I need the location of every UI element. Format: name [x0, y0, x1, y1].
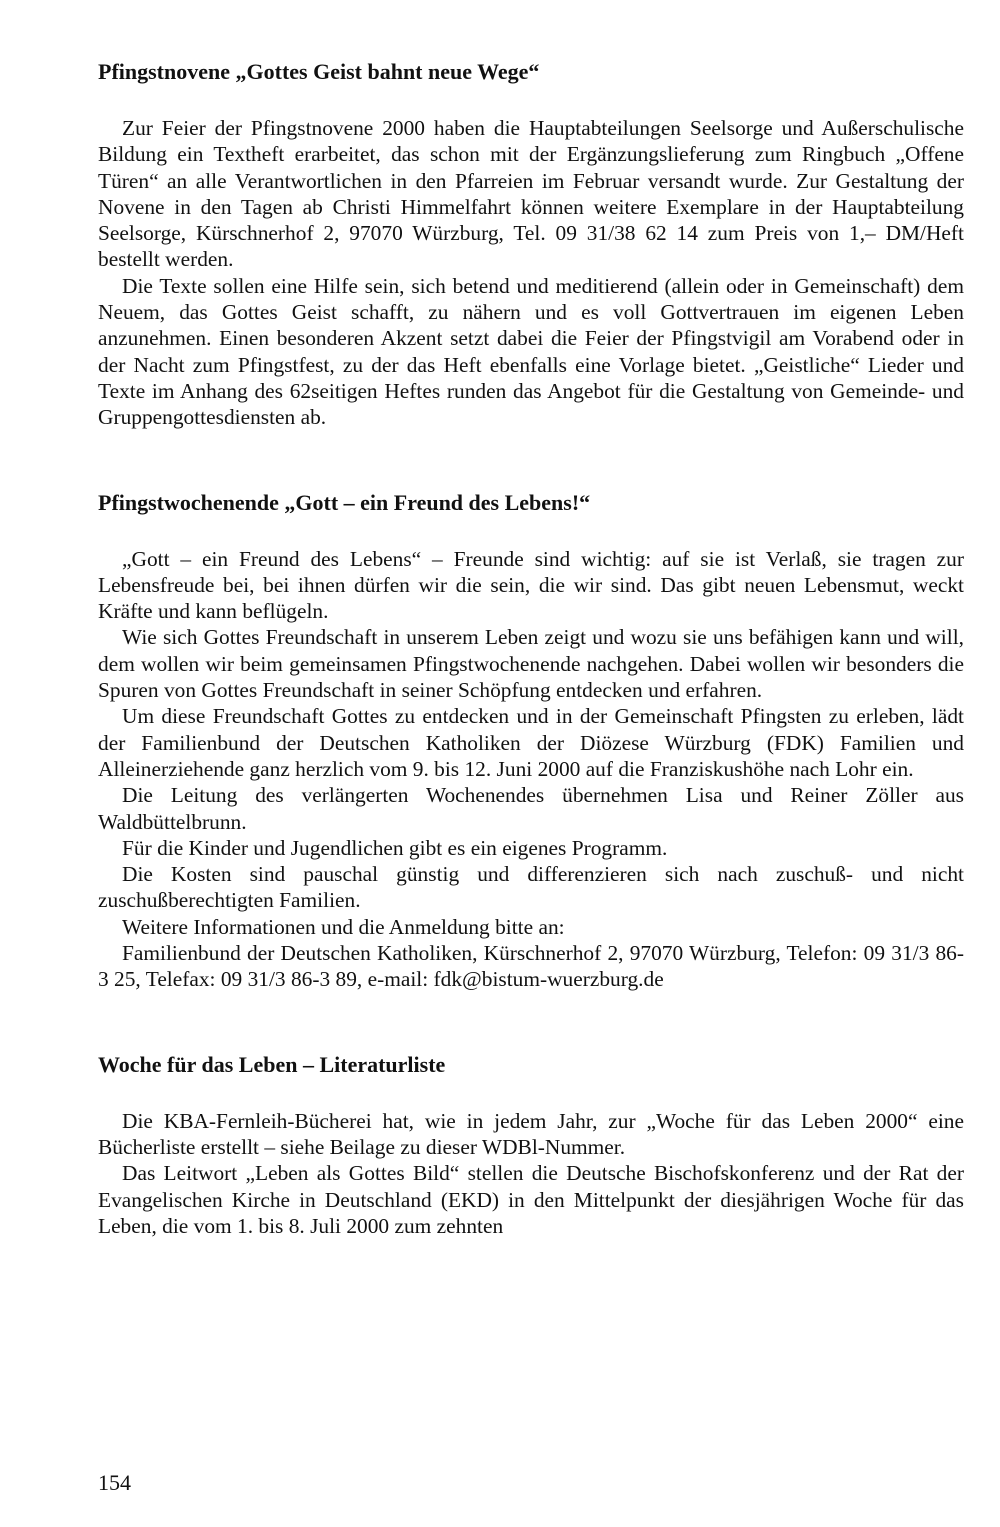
section-pfingstwochenende [98, 489, 964, 993]
paragraph: Weitere Informationen und die Anmeldung bitte an: [122, 914, 565, 939]
section-title: Pfingstnovene „Gottes Geist bahnt neue Wege“ [98, 59, 540, 84]
paragraph: „Gott – ein Freund des Lebens“ – Freunde sind wichtig: auf sie ist Verlaß, sie tragen zur Lebensfreude bei, bei ihnen dürfen wir die sein, die wir sind. Das gibt neuen Lebensmut, weckt Kräfte und kann beflügeln. [98, 546, 964, 624]
paragraph: Die KBA-Fernleih-Bücherei hat, wie in jedem Jahr, zur „Woche für das Leben 2000“ eine Bücherliste erstellt – siehe Beilage zu dieser WDBl-Nummer. [98, 1108, 964, 1159]
section-title: Pfingstwochenende „Gott – ein Freund des Lebens!“ [98, 489, 591, 515]
section-pfingstnovene [98, 58, 964, 431]
section-title: Woche für das Leben – Literaturliste [98, 1051, 446, 1077]
paragraph: Um diese Freundschaft Gottes zu entdecken und in der Gemeinschaft Pfingsten zu erleben, lädt der Familienbund der Deutschen Katholiken der Diözese Würzburg (FDK) Familien und Alleinerziehende ganz herzlich vom 9. bis 12. Juni 2000 auf die Franziskushöhe nach Lohr ein. [98, 704, 964, 781]
page-number: 154 [98, 1470, 131, 1495]
paragraph: Die Texte sollen eine Hilfe sein, sich betend und meditierend (allein oder in Gemeinschaft) dem Neuem, das Gottes Geist schafft, zu nähern und es voll Gottvertrauen im eigenen Leben anzunehmen. Einen besonderen Akzent setzt dabei die Feier der Pfingstvigil am Vorabend oder in der Nacht zum Pfingstfest, zu der das Heft ebenfalls eine Vorlage bietet. „Geistliche“ Lieder und Texte im Anhang des 62seitigen Heftes runden das Angebot für die Gestaltung von Gemeinde- und Gruppengottesdiensten ab. [98, 273, 964, 430]
paragraph: Familienbund der Deutschen Katholiken, Kürschnerhof 2, 97070 Würzburg, Telefon: 09 31/3 86-3 25, Telefax: 09 31/3 86-3 89, e-mail: fdk@bistum-wuerzburg.de [98, 941, 964, 992]
paragraph: Wie sich Gottes Freundschaft in unserem Leben zeigt und wozu sie uns befähigen kann und will, dem wollen wir beim gemeinsamen Pfingstwochenende nachgehen. Dabei wollen wir besonders die Spuren von Gottes Freundschaft in seiner Schöpfung entdecken und erfahren. [98, 625, 964, 703]
paragraph: Die Kosten sind pauschal günstig und differenzieren sich nach zuschuß- und nicht zuschußberechtigten Familien. [98, 862, 964, 913]
paragraph: Zur Feier der Pfingstnovene 2000 haben die Hauptabteilungen Seelsorge und Außerschulische Bildung ein Textheft erarbeitet, das schon mit der Ergänzungslieferung zum Ringbuch „Offene Türen“ an alle Verantwortlichen in den Pfarreien im Februar versandt wurde. Zur Gestaltung der Novene in den Tagen ab Christi Himmelfahrt können weitere Exemplare in der Hauptabteilung Seelsorge, Kürschnerhof 2, 97070 Würzburg, Tel. 09 31/38 62 14 zum Preis von 1,– DM/Heft bestellt werden. [98, 116, 964, 272]
page-body [98, 58, 964, 1239]
paragraph: Die Leitung des verlängerten Wochenendes übernehmen Lisa und Reiner Zöller aus Waldbüttelbrunn. [98, 783, 964, 834]
paragraph: Für die Kinder und Jugendlichen gibt es ein eigenes Programm. [122, 835, 668, 860]
section-woche-fuer-das-leben [98, 1051, 964, 1239]
paragraph: Das Leitwort „Leben als Gottes Bild“ stellen die Deutsche Bischofskonferenz und der Rat der Evangelischen Kirche in Deutschland (EKD) in den Mittelpunkt der diesjährigen Woche für das Leben, die vom 1. bis 8. Juli 2000 zum zehnten [98, 1161, 964, 1238]
